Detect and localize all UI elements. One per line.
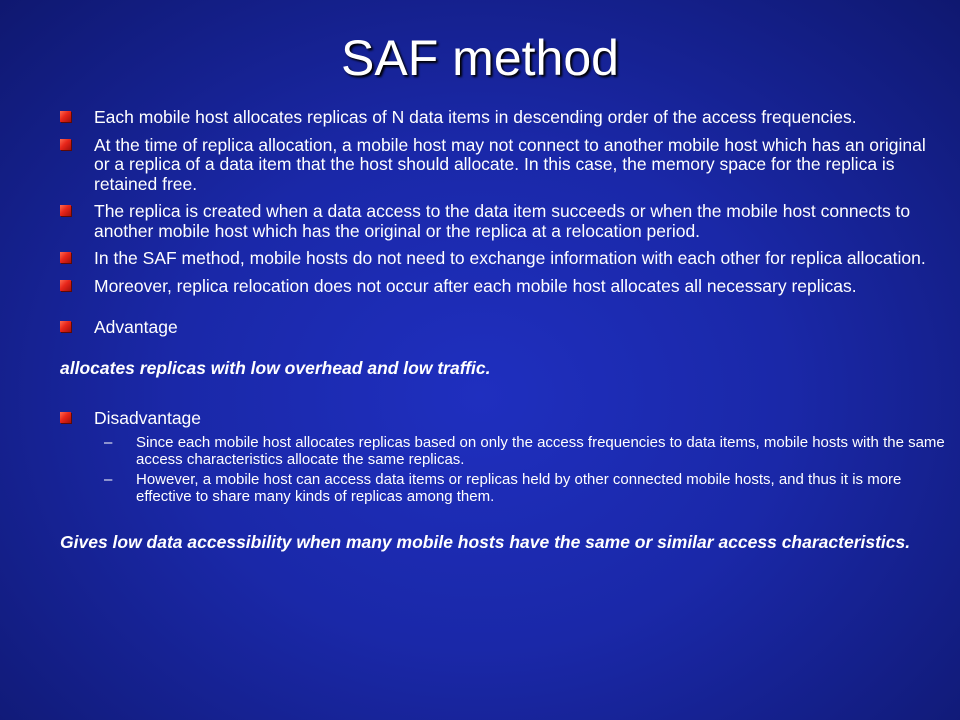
bullet-item <box>60 136 945 195</box>
disadvantage-point-text: However, a mobile host can access data items or replicas held by other connected mobile hosts, and thus it is more effective to share many kinds of replicas among them. <box>136 471 902 505</box>
advantage-detail: allocates replicas with low overhead and low traffic. <box>60 357 491 378</box>
dash-bullet: – <box>104 471 113 488</box>
square-bullet-icon <box>60 321 72 333</box>
advantage-heading <box>60 318 945 338</box>
bullet-text: The replica is created when a data access to the data item succeeds or when the mobile host connects to another mobile host which has the original or the replica at a relocation period. <box>94 201 911 241</box>
advantage-label: Advantage <box>94 317 178 337</box>
square-bullet-icon <box>60 205 72 217</box>
bullet-text: Moreover, replica relocation does not occur after each mobile host allocates all necessary replicas. <box>94 275 857 296</box>
bullet-text: In the SAF method, mobile hosts do not need to exchange information with each other for replica allocation. <box>94 248 926 268</box>
slide-title: SAF method <box>341 30 619 86</box>
square-bullet-icon <box>60 252 72 264</box>
disadvantage-label: Disadvantage <box>94 407 202 428</box>
bullet-item <box>60 277 945 297</box>
bullet-text: At the time of replica allocation, a mobile host may not connect to another mobile host which has an original or a replica of a data item that the host should allocate. In this case, the memory space for the replica is retained free. <box>94 134 926 194</box>
disadvantage-heading <box>60 409 945 429</box>
square-bullet-icon <box>60 412 72 424</box>
disadvantage-point-text: Since each mobile host allocates replicas based on only the access frequencies to data items, mobile hosts with the same access characteristics allocate the same replicas. <box>136 434 945 468</box>
square-bullet-icon <box>60 111 72 123</box>
conclusion-text: Gives low data accessibility when many mobile hosts have the same or similar access characteristics. <box>60 532 911 552</box>
bullet-item <box>60 108 945 128</box>
disadvantage-point <box>60 435 945 468</box>
square-bullet-icon <box>60 139 72 151</box>
disadvantage-point <box>60 472 945 505</box>
square-bullet-icon <box>60 280 72 292</box>
bullet-item <box>60 202 945 241</box>
slide-body <box>60 108 945 552</box>
dash-bullet: – <box>104 434 113 451</box>
bullet-text: Each mobile host allocates replicas of N data items in descending order of the access frequencies. <box>94 107 857 127</box>
bullet-item <box>60 249 945 269</box>
